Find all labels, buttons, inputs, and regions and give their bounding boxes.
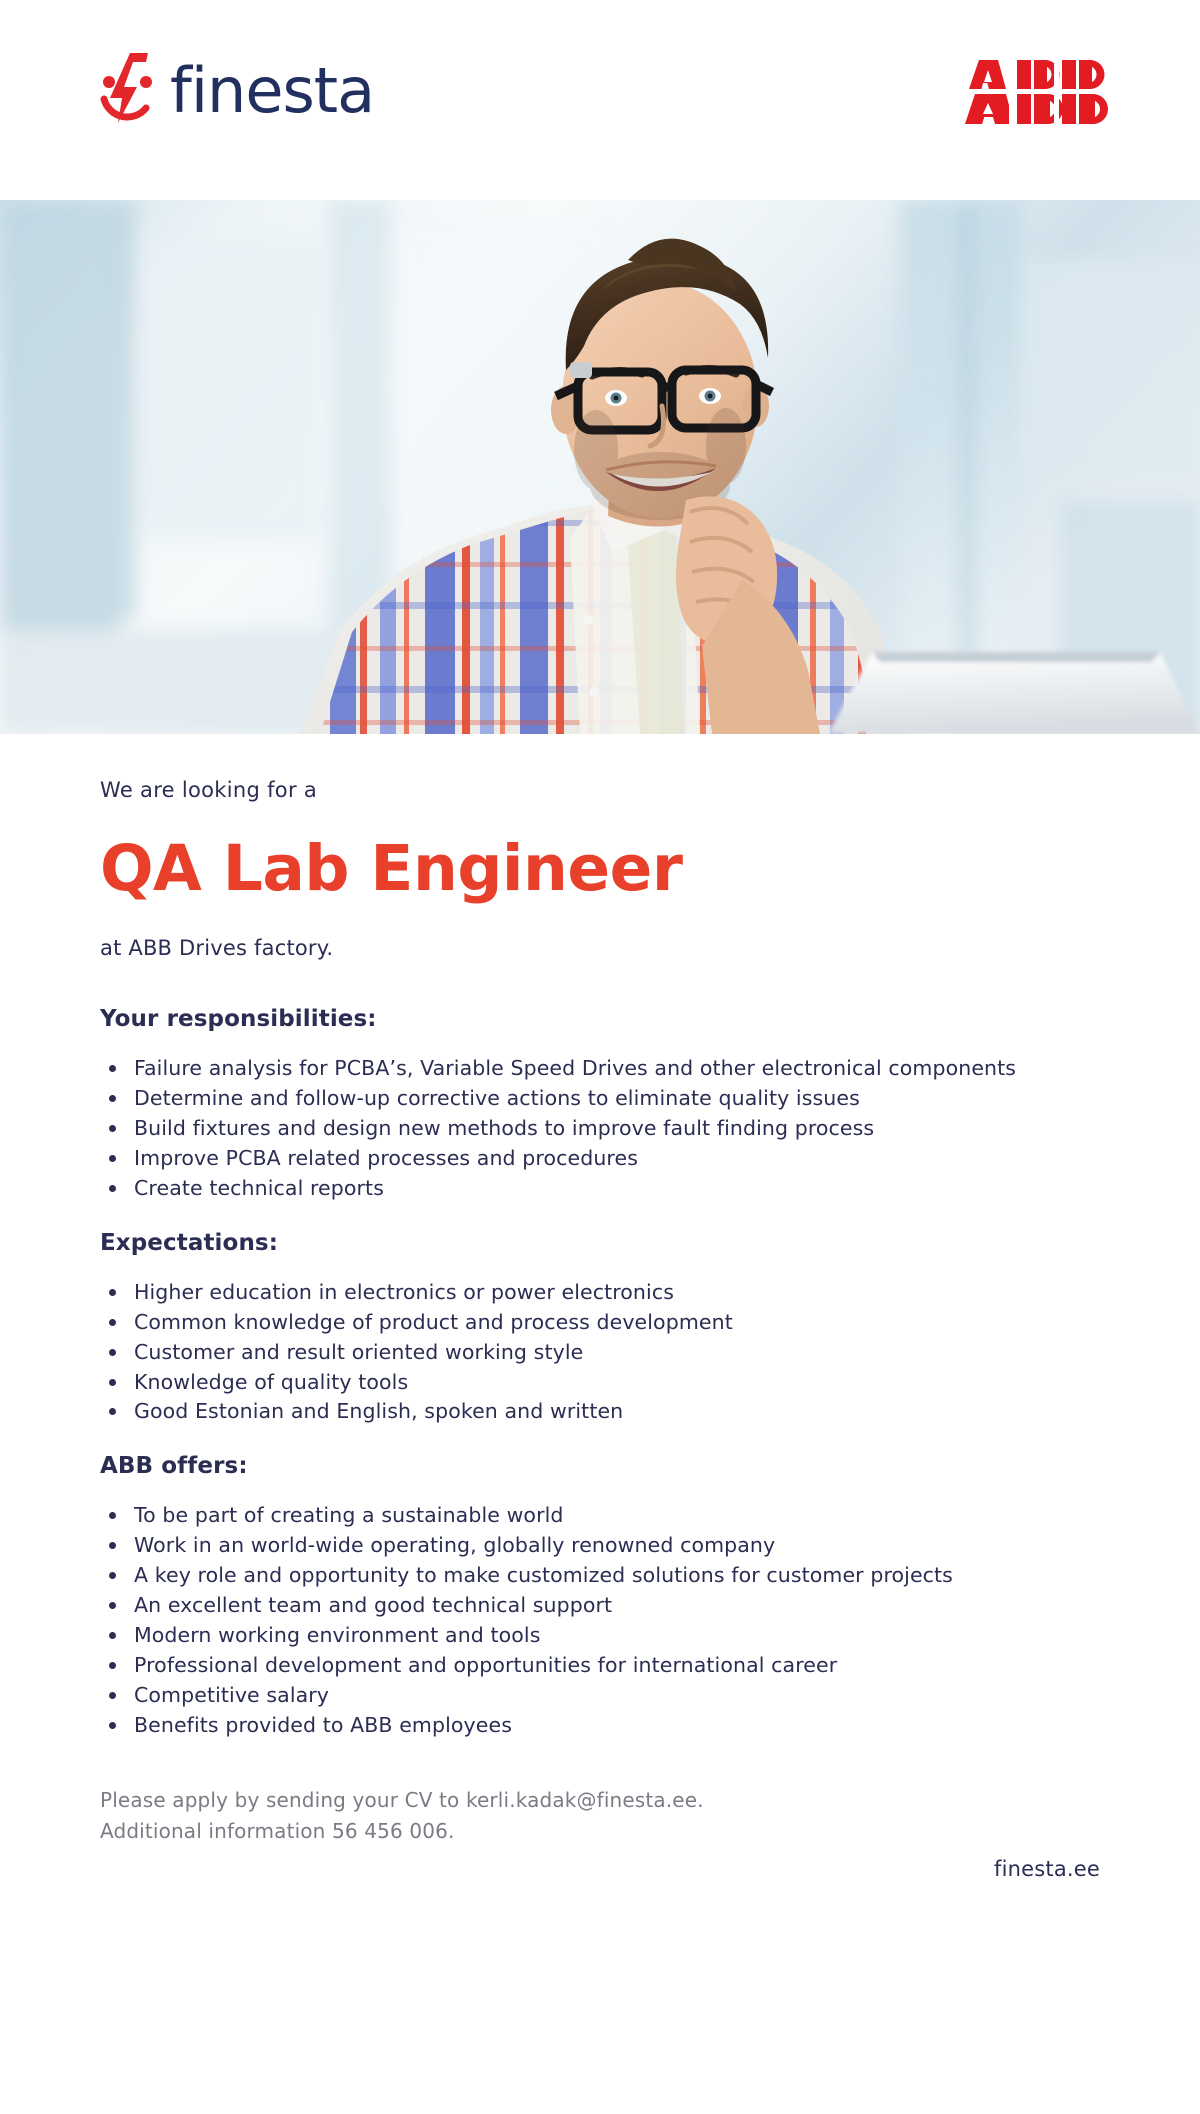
list-item-text: Failure analysis for PCBA’s, Variable Speed Drives and other electronical components <box>134 1056 1017 1081</box>
list-item <box>106 1711 1100 1741</box>
list-item-text: A key role and opportunity to make customized solutions for customer projects <box>134 1563 953 1588</box>
section-responsibilities <box>100 1006 1100 1204</box>
responsibilities-list <box>106 1054 1100 1204</box>
finesta-logo[interactable] <box>100 50 374 125</box>
offers-list <box>106 1501 1100 1740</box>
bullet-dot-icon <box>109 1722 116 1729</box>
list-item <box>106 1591 1100 1621</box>
bullet-dot-icon <box>109 1155 116 1162</box>
bullet-dot-icon <box>109 1065 116 1072</box>
kicker-text: We are looking for a <box>100 778 318 802</box>
abb-logo-icon[interactable] <box>965 58 1110 126</box>
apply-instructions-line-1: Please apply by sending your CV to kerli.kadak@finesta.ee. <box>100 1787 704 1812</box>
list-item-text: An excellent team and good technical support <box>134 1593 613 1618</box>
list-item-text: Higher education in electronics or power electronics <box>134 1279 674 1304</box>
bullet-dot-icon <box>109 1408 116 1415</box>
list-item-text: Professional development and opportunities for international career <box>134 1652 838 1677</box>
bullet-dot-icon <box>109 1512 116 1519</box>
bullet-dot-icon <box>109 1542 116 1549</box>
bullet-dot-icon <box>109 1349 116 1356</box>
list-item <box>106 1308 1100 1338</box>
list-item <box>106 1531 1100 1561</box>
finesta-logo-text: finesta <box>170 53 375 127</box>
list-item <box>106 1114 1100 1144</box>
list-item <box>106 1397 1100 1427</box>
list-item <box>106 1338 1100 1368</box>
section-heading: ABB offers: <box>100 1453 248 1480</box>
bullet-dot-icon <box>109 1692 116 1699</box>
page-header <box>0 0 1200 200</box>
hero-photo <box>0 200 1200 734</box>
list-item <box>106 1144 1100 1174</box>
list-item-text: Determine and follow-up corrective actions to eliminate quality issues <box>134 1086 860 1111</box>
company-subtitle: at ABB Drives factory. <box>100 936 334 961</box>
list-item-text: Build fixtures and design new methods to improve fault finding process <box>134 1115 875 1140</box>
section-heading: Expectations: <box>100 1229 279 1256</box>
list-item <box>106 1084 1100 1114</box>
list-item <box>106 1651 1100 1681</box>
bullet-dot-icon <box>109 1379 116 1386</box>
page-footer <box>0 1785 1200 1881</box>
bullet-dot-icon <box>109 1095 116 1102</box>
list-item <box>106 1368 1100 1398</box>
list-item <box>106 1174 1100 1204</box>
list-item <box>106 1278 1100 1308</box>
list-item-text: Common knowledge of product and process development <box>134 1309 733 1334</box>
list-item-text: To be part of creating a sustainable world <box>134 1503 564 1528</box>
job-ad-content <box>0 734 1200 1741</box>
bullet-dot-icon <box>109 1632 116 1639</box>
list-item-text: Improve PCBA related processes and procedures <box>134 1145 638 1170</box>
bullet-dot-icon <box>109 1662 116 1669</box>
list-item <box>106 1561 1100 1591</box>
expectations-list <box>106 1278 1100 1428</box>
finesta-person-mark-icon <box>100 51 156 125</box>
section-heading: Your responsibilities: <box>100 1006 377 1033</box>
list-item <box>106 1681 1100 1711</box>
list-item-text: Create technical reports <box>134 1175 384 1200</box>
section-abb-offers <box>100 1453 1100 1740</box>
bullet-dot-icon <box>109 1319 116 1326</box>
list-item-text: Customer and result oriented working style <box>134 1339 584 1364</box>
list-item <box>106 1621 1100 1651</box>
list-item-text: Modern working environment and tools <box>134 1623 541 1648</box>
bullet-dot-icon <box>109 1125 116 1132</box>
bullet-dot-icon <box>109 1572 116 1579</box>
list-item <box>106 1054 1100 1084</box>
list-item-text: Good Estonian and English, spoken and written <box>134 1399 624 1424</box>
list-item <box>106 1501 1100 1531</box>
section-expectations <box>100 1230 1100 1428</box>
bullet-dot-icon <box>109 1289 116 1296</box>
list-item-text: Competitive salary <box>134 1682 330 1707</box>
website-url[interactable]: finesta.ee <box>993 1856 1100 1881</box>
list-item-text: Benefits provided to ABB employees <box>134 1712 512 1737</box>
page-title: QA Lab Engineer <box>100 832 683 905</box>
bullet-dot-icon <box>109 1185 116 1192</box>
apply-instructions-line-2: Additional information 56 456 006. <box>100 1818 455 1843</box>
list-item-text: Knowledge of quality tools <box>134 1369 409 1394</box>
list-item-text: Work in an world-wide operating, globally renowned company <box>134 1533 776 1558</box>
bullet-dot-icon <box>109 1602 116 1609</box>
